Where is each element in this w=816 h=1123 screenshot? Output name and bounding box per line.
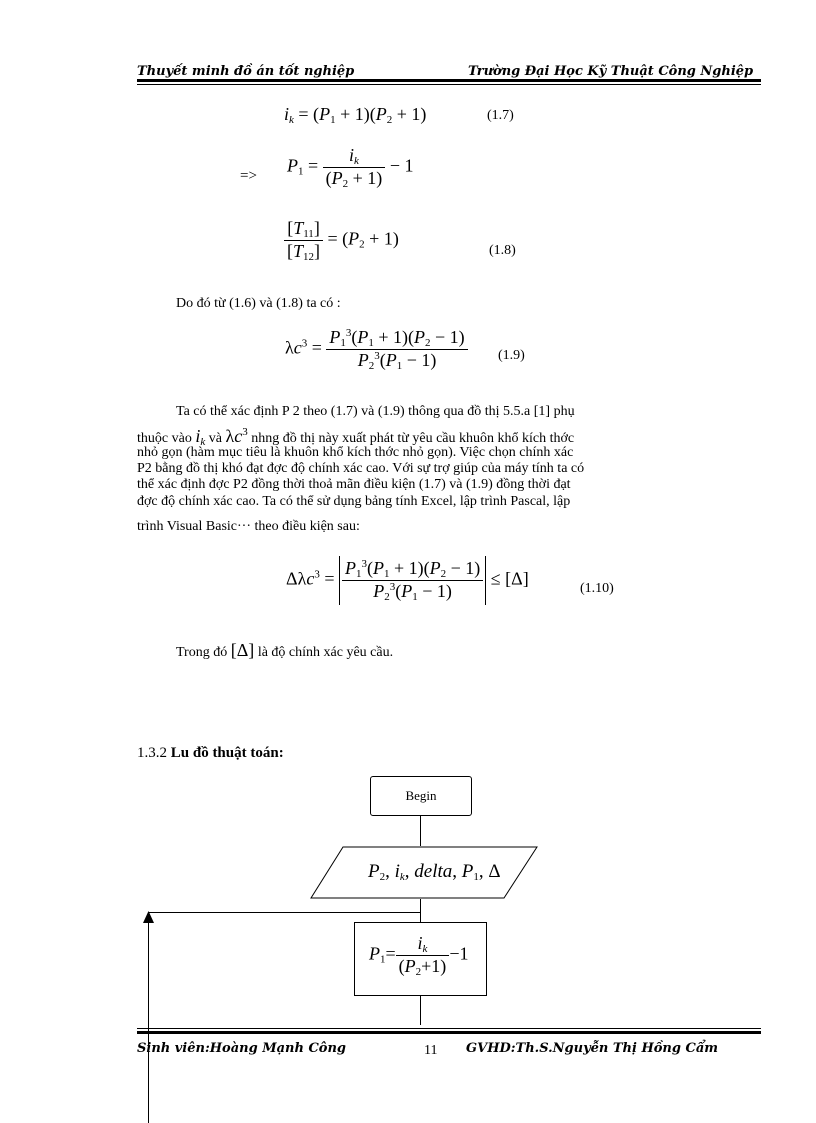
flowchart-begin-box (370, 776, 472, 816)
equation-number-1-7: (1.7) (487, 108, 514, 123)
equation-number-1-8: (1.8) (489, 243, 516, 258)
footer-rule-thin (137, 1028, 761, 1029)
paragraph-line-2: thuộc vào $i_k$ và $\lambda c^3$ nhng đồ thị này xuất phát từ yêu cầu khuôn khổ kích thớc (137, 426, 575, 448)
equation-1-9: $\lambda c^3$ = $\frac{P_1^3(P_1 + 1)(P_2 - 1)}{P_2^3(P_1 - 1)}$ (285, 327, 468, 372)
flowchart-connector-1 (420, 815, 421, 846)
section-heading: 1.3.2 Lu đồ thuật toán: (137, 745, 284, 761)
paragraph-line-6: đợc độ chính xác cao. Ta có thể sử dụng bảng tính Excel, lập trình Pascal, lập (137, 494, 571, 509)
paragraph-line-3: nhỏ gọn (hàm mục tiêu là khuôn khổ kích thớc nhỏ gọn). Việc chọn chính xác (137, 445, 574, 460)
header-left: Thuyết minh đồ án tốt nghiệp (137, 64, 355, 79)
flowchart-loop-line (148, 912, 420, 913)
footer-rule (137, 1031, 761, 1034)
equation-1-7: $i_k = (P_1 + 1)(P_2 + 1)$ (284, 104, 427, 126)
paragraph-line-7: trình Visual Basic··· theo điều kiện sau: (137, 519, 360, 534)
flowchart-loop-return (148, 912, 149, 1123)
arrow-up-icon (143, 911, 154, 925)
footer-right: GVHD:Th.S.Nguyễn Thị Hồng Cẩm (466, 1041, 719, 1056)
where-text: Trong đó [Δ] là độ chính xác yêu cầu. (176, 640, 394, 660)
flowchart-input-vars: $P_2$, $i_k$, delta, $P_1$, Δ (368, 861, 501, 883)
equation-number-1-10: (1.10) (580, 581, 614, 596)
intro-text: Do đó từ (1.6) và (1.8) ta có : (176, 296, 341, 311)
paragraph-line-4: P2 bằng đồ thị khó đạt đợc độ chính xác cao. Với sự trợ giúp của máy tính ta có (137, 461, 585, 476)
equation-1-8: $\frac{[T_{11}]}{[T_{12}]}$ = $(P_2 + 1)$ (284, 218, 399, 263)
flowchart-connector-3 (420, 995, 421, 1025)
footer-left: Sinh viên:Hoàng Mạnh Công (137, 1041, 347, 1056)
implies-symbol: => (240, 168, 257, 184)
equation-1-10: Δλc$^3$ = $\frac{P_1^3(P_1 + 1)(P_2 - 1)}{P_2^3(P_1 - 1)}$ ≤ [Δ] (286, 558, 529, 603)
paragraph-line-5: thể xác định đợc P2 đồng thời thoả mãn điều kiện (1.7) và (1.9) đồng thời đạt (137, 477, 571, 492)
header-right: Trường Đại Học Kỹ Thuật Công Nghiệp (468, 64, 754, 79)
header-rule (137, 79, 761, 82)
equation-p1: $P_1$ = $\frac{i_k}{(P_2 + 1)}$ − 1 (287, 145, 414, 190)
page-number: 11 (424, 1043, 438, 1058)
paragraph-line-1: Ta có thể xác định P 2 theo (1.7) và (1.9) thông qua đồ thị 5.5.a [1] phụ (176, 404, 575, 419)
flowchart-begin-label: Begin (405, 788, 437, 803)
header-rule-thin (137, 84, 761, 85)
equation-number-1-9: (1.9) (498, 348, 525, 363)
flowchart-connector-2 (420, 899, 421, 922)
flowchart-process-formula: $P_1=$ $\frac{i_k}{(P_2+1)}$ −1 (369, 933, 469, 978)
